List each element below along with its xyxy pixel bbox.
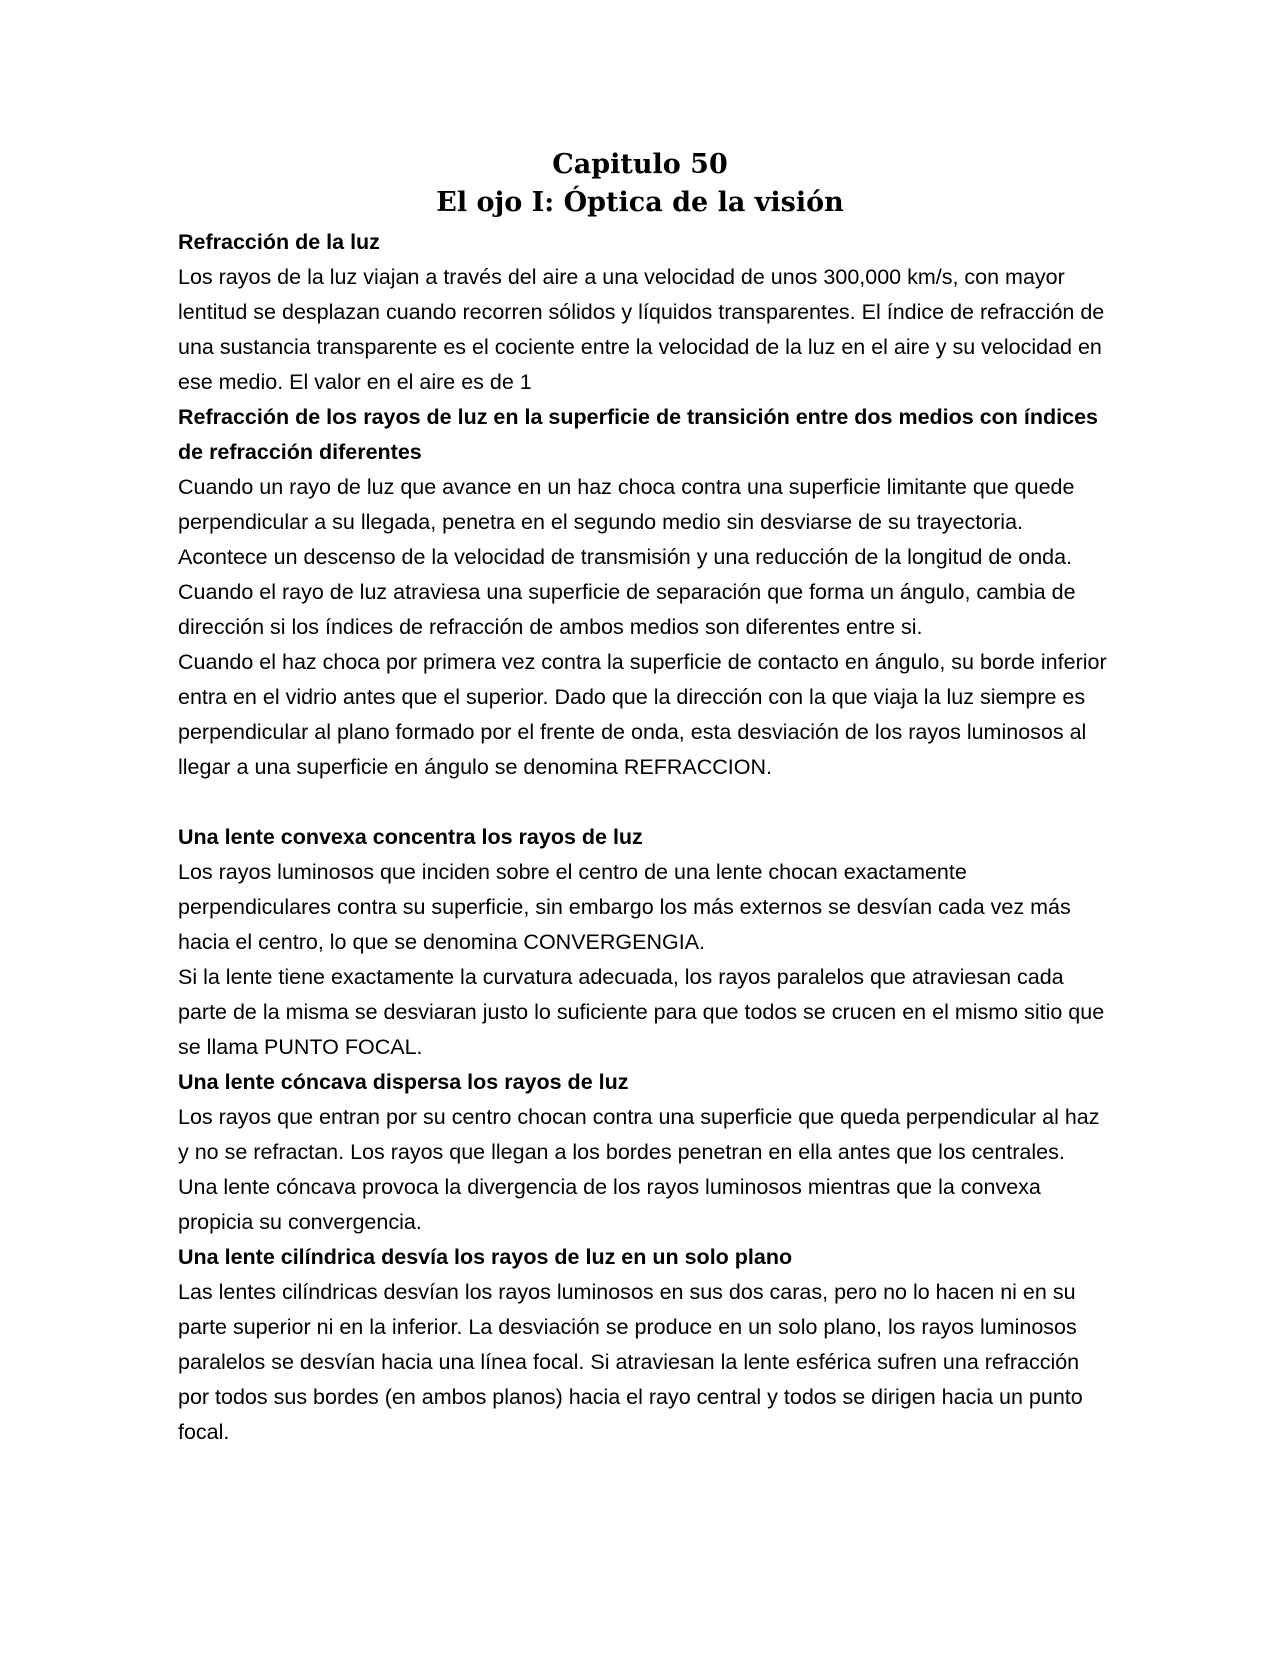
paragraph: Los rayos luminosos que inciden sobre el centro de una lente chocan exactamente perpendiculares contra su superficie, sin embargo los más externos se desvían cada vez más hacia el centro, lo que se denomina CONVERGENGIA. [178, 860, 1071, 954]
paragraph: Si la lente tiene exactamente la curvatura adecuada, los rayos paralelos que atraviesan cada parte de la misma se desviaran justo lo suficiente para que todos se crucen en el mismo sitio que se llama PUNTO FOCAL. [178, 965, 1105, 1059]
section-heading: Una lente convexa concentra los rayos de luz [178, 825, 643, 849]
document-body [178, 225, 1108, 1450]
paragraph: Cuando el haz choca por primera vez contra la superficie de contacto en ángulo, su borde inferior entra en el vidrio antes que el superior. Dado que la dirección con la que viaja la luz siempre es perpendicular al plano formado por el frente de onda, esta desviación de los rayos luminosos al llegar a una superficie en ángulo se denomina REFRACCION. [178, 650, 1107, 779]
title-block [0, 146, 1280, 222]
section-heading: Una lente cóncava dispersa los rayos de luz [178, 1070, 629, 1094]
section-heading: Refracción de la luz [178, 230, 380, 254]
paragraph: Cuando un rayo de luz que avance en un haz choca contra una superficie limitante que quede perpendicular a su llegada, penetra en el segundo medio sin desviarse de su trayectoria. Acontece un descenso de la velocidad de transmisión y una reducción de la longitud de onda. [178, 475, 1075, 569]
chapter-title: El ojo I: Óptica de la visión [436, 187, 844, 218]
section-heading: Una lente cilíndrica desvía los rayos de luz en un solo plano [178, 1245, 793, 1269]
paragraph: Cuando el rayo de luz atraviesa una superficie de separación que forma un ángulo, cambia de dirección si los índices de refracción de ambos medios son diferentes entre si. [178, 580, 1076, 639]
chapter-number: Capitulo 50 [552, 149, 728, 180]
paragraph: Los rayos que entran por su centro chocan contra una superficie que queda perpendicular al haz y no se refractan. Los rayos que llegan a los bordes penetran en ella antes que los centrales. Una lente cóncava provoca la divergencia de los rayos luminosos mientras que la convexa propicia su convergencia. [178, 1105, 1100, 1234]
paragraph: Los rayos de la luz viajan a través del aire a una velocidad de unos 300,000 km/s, con mayor lentitud se desplazan cuando recorren sólidos y líquidos transparentes. El índice de refracción de una sustancia transparente es el cociente entre la velocidad de la luz en el aire y su velocidad en ese medio. El valor en el aire es de 1 [178, 265, 1105, 394]
paragraph: Las lentes cilíndricas desvían los rayos luminosos en sus dos caras, pero no lo hacen ni en su parte superior ni en la inferior. La desviación se produce en un solo plano, los rayos luminosos paralelos se desvían hacia una línea focal. Si atraviesan la lente esférica sufren una refracción por todos sus bordes (en ambos planos) hacia el rayo central y todos se dirigen hacia un punto focal. [178, 1280, 1083, 1444]
section-heading: Refracción de los rayos de luz en la superficie de transición entre dos medios con índices de refracción diferentes [178, 405, 1098, 464]
blank-line [178, 785, 1108, 820]
